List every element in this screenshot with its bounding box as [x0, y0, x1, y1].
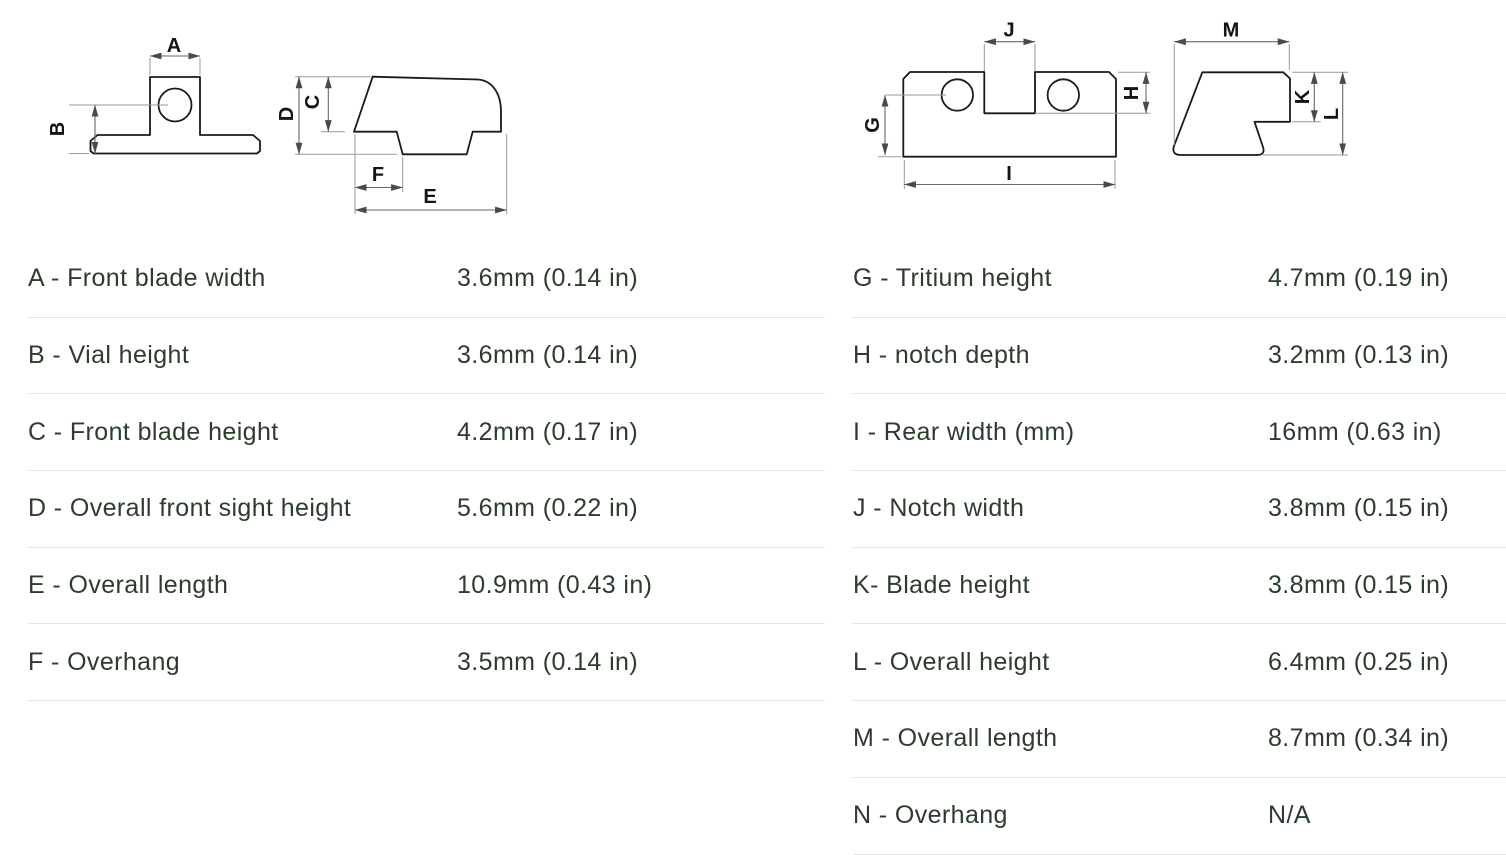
spec-label: K- Blade height — [853, 571, 1030, 600]
spec-value: 6.4mm (0.25 in) — [1268, 647, 1450, 676]
table-row — [853, 778, 1506, 855]
dim-label-I: I — [1006, 163, 1012, 185]
spec-value: 3.8mm (0.15 in) — [1268, 494, 1450, 523]
table-row — [853, 394, 1506, 471]
spec-label: C - Front blade height — [28, 417, 279, 446]
dim-label-G: G — [862, 117, 884, 133]
rear-sight-rear-view — [862, 20, 1150, 190]
dim-label-H: H — [1121, 85, 1143, 101]
spec-label: N - Overhang — [853, 801, 1008, 830]
table-row — [853, 318, 1506, 395]
rear-sight-rear-outline — [903, 72, 1116, 157]
table-row — [28, 394, 825, 471]
dim-label-B: B — [47, 121, 69, 137]
front-sight-side-view — [276, 77, 507, 214]
table-row — [853, 471, 1506, 548]
spec-value: 16mm (0.63 in) — [1268, 417, 1442, 446]
table-row — [28, 624, 825, 701]
spec-value: 4.2mm (0.17 in) — [457, 417, 639, 446]
sight-technical-drawings — [0, 0, 1506, 238]
table-row — [28, 318, 825, 395]
spec-label: A - Front blade width — [28, 264, 266, 293]
spec-value: 3.2mm (0.13 in) — [1268, 341, 1450, 370]
rear-sight-spec-table — [853, 241, 1506, 855]
spec-label: B - Vial height — [28, 341, 190, 370]
spec-label: M - Overall length — [853, 724, 1058, 753]
table-row — [853, 624, 1506, 701]
rear-sight-side-view — [1173, 20, 1348, 156]
spec-label: G - Tritium height — [853, 264, 1052, 293]
spec-label: H - notch depth — [853, 341, 1030, 370]
table-row — [853, 548, 1506, 625]
spec-value: 10.9mm (0.43 in) — [457, 571, 653, 600]
spec-value: 3.6mm (0.14 in) — [457, 341, 639, 370]
front-sight-side-outline — [354, 77, 501, 155]
spec-value: N/A — [1268, 801, 1311, 830]
spec-label: D - Overall front sight height — [28, 494, 352, 523]
dim-label-K: K — [1292, 89, 1314, 105]
dim-label-C: C — [302, 94, 324, 110]
spec-value: 3.5mm (0.14 in) — [457, 647, 639, 676]
dim-label-E: E — [423, 186, 437, 208]
table-row — [853, 241, 1506, 318]
dim-label-J: J — [1003, 19, 1015, 42]
table-row — [28, 471, 825, 548]
spec-value: 8.7mm (0.34 in) — [1268, 724, 1450, 753]
spec-label: L - Overall height — [853, 647, 1050, 676]
table-row — [28, 241, 825, 318]
spec-label: E - Overall length — [28, 571, 229, 600]
spec-value: 4.7mm (0.19 in) — [1268, 264, 1450, 293]
rear-tritium-vial-left — [942, 79, 973, 110]
spec-label: I - Rear width (mm) — [853, 417, 1075, 446]
table-row — [853, 701, 1506, 778]
dim-label-M: M — [1222, 19, 1240, 42]
rear-tritium-vial-right — [1048, 79, 1079, 110]
dim-label-A: A — [166, 35, 182, 57]
front-sight-spec-table — [28, 241, 825, 701]
spec-value: 3.6mm (0.14 in) — [457, 264, 639, 293]
spec-value: 3.8mm (0.15 in) — [1268, 571, 1450, 600]
dim-label-L: L — [1321, 107, 1343, 121]
spec-label: J - Notch width — [853, 494, 1025, 523]
rear-sight-side-outline — [1173, 72, 1290, 155]
dim-label-D: D — [276, 106, 298, 122]
dim-label-F: F — [371, 164, 385, 186]
spec-value: 5.6mm (0.22 in) — [457, 494, 639, 523]
front-sight-front-view — [47, 35, 260, 154]
spec-label: F - Overhang — [28, 647, 181, 676]
table-row — [28, 548, 825, 625]
